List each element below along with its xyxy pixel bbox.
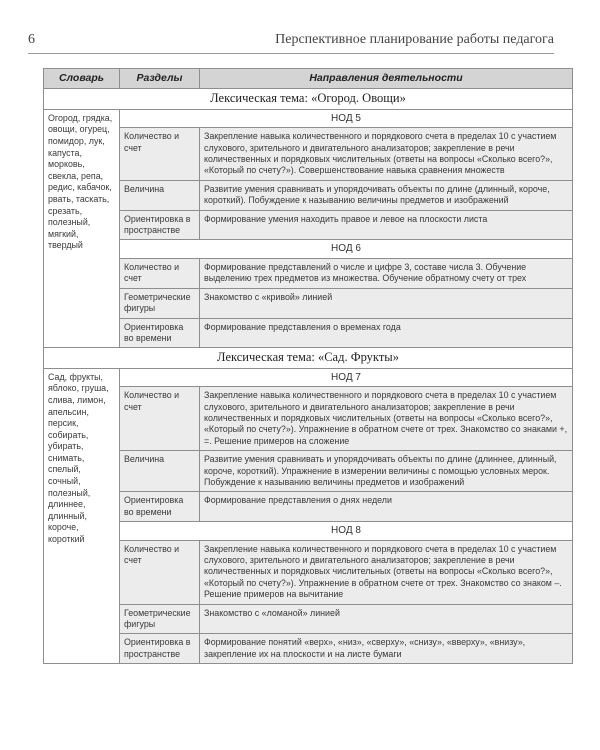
section-cell: Количество и счет	[120, 387, 200, 451]
section-cell: Количество и счет	[120, 540, 200, 604]
lesson-title-row	[44, 368, 573, 386]
activity-cell: Закрепление навыка количественного и порядкового счета в пределах 10 с участием слухового, зрительного и двигательного анализаторов; закрепление в речи количественных и порядковых числительных (ответы на вопросы «Сколько всего?», «Который по счету?»). Упражнение в обратном счете от трех. Знакомство со знаками +, =. Решение примеров на сложение	[200, 387, 573, 451]
section-cell: Ориентировка в пространстве	[120, 634, 200, 664]
section-cell: Количество и счет	[120, 128, 200, 181]
header-rule	[28, 53, 554, 54]
activity-cell: Знакомство с «ломаной» линией	[200, 604, 573, 634]
table-row	[44, 540, 573, 604]
table-row	[44, 128, 573, 181]
section-cell: Величина	[120, 180, 200, 210]
column-header-sections: Разделы	[120, 69, 200, 89]
section-cell: Ориентировка во времени	[120, 318, 200, 348]
table-row	[44, 318, 573, 348]
table-row	[44, 210, 573, 240]
table-row	[44, 492, 573, 522]
activity-cell: Знакомство с «кривой» линией	[200, 288, 573, 318]
planning-table	[43, 68, 573, 664]
activity-cell: Закрепление навыка количественного и порядкового счета в пределах 10 с участием слухового, зрительного и двигательного анализаторов; закрепление в речи количественных и порядковых числительных (ответы на вопросы «Сколько всего?», «Который по счету?»). Совершенствование навыка сравнения множеств	[200, 128, 573, 181]
table-row	[44, 634, 573, 664]
table-row	[44, 258, 573, 288]
table-row	[44, 451, 573, 492]
activity-cell: Формирование представления о временах года	[200, 318, 573, 348]
lesson-title: НОД 7	[120, 368, 573, 386]
lesson-title: НОД 8	[120, 522, 573, 540]
lexical-theme: Лексическая тема: «Огород. Овощи»	[44, 89, 573, 109]
table-header-row	[44, 69, 573, 89]
column-header-activities: Направления деятельности	[200, 69, 573, 89]
lexical-theme: Лексическая тема: «Сад. Фрукты»	[44, 348, 573, 368]
section-cell: Геометрические фигуры	[120, 288, 200, 318]
lesson-title-row	[44, 240, 573, 258]
running-title: Перспективное планирование работы педагога	[275, 32, 554, 47]
lesson-title: НОД 6	[120, 240, 573, 258]
section-cell: Величина	[120, 451, 200, 492]
theme-row	[44, 89, 573, 109]
activity-cell: Формирование представлений о числе и цифре 3, составе числа 3. Обучение выделению трех предметов из множества. Обучение обратному счету от трех	[200, 258, 573, 288]
theme-row	[44, 348, 573, 368]
section-cell: Количество и счет	[120, 258, 200, 288]
vocabulary-cell: Огород, грядка, овощи, огурец, помидор, лук, капуста, морковь, свекла, репа, редис, кабачок, рвать, таскать, срезать, полезный, мягкий, твердый	[44, 109, 120, 348]
section-cell: Ориентировка во времени	[120, 492, 200, 522]
lesson-title-row	[44, 109, 573, 127]
table-row	[44, 288, 573, 318]
lesson-title: НОД 5	[120, 109, 573, 127]
section-cell: Ориентировка в пространстве	[120, 210, 200, 240]
activity-cell: Формирование понятий «верх», «низ», «сверху», «снизу», «вверху», «внизу», закрепление их на плоскости и на листе бумаги	[200, 634, 573, 664]
activity-cell: Развитие умения сравнивать и упорядочивать объекты по длине (длинный, короче, короткий). Побуждение к называнию величины предметов и изображений	[200, 180, 573, 210]
activity-cell: Формирование умения находить правое и левое на плоскости листа	[200, 210, 573, 240]
table-row	[44, 387, 573, 451]
lesson-title-row	[44, 522, 573, 540]
column-header-vocabulary: Словарь	[44, 69, 120, 89]
vocabulary-cell: Сад, фрукты, яблоко, груша, слива, лимон, апельсин, персик, собирать, убирать, снимать, спелый, сочный, полезный, длиннее, длинный, короче, короткий	[44, 368, 120, 664]
activity-cell: Развитие умения сравнивать и упорядочивать объекты по длине (длиннее, длинный, короче, короткий). Упражнение в измерении величины с помощью условных мерок. Побуждение к называнию величины предметов и изображений	[200, 451, 573, 492]
activity-cell: Формирование представления о днях недели	[200, 492, 573, 522]
page-number: 6	[28, 32, 35, 47]
table-row	[44, 180, 573, 210]
table-row	[44, 604, 573, 634]
activity-cell: Закрепление навыка количественного и порядкового счета в пределах 10 с участием слухового, зрительного и двигательного анализаторов; закрепление в речи количественных и порядковых числительных (ответы на вопросы «Сколько всего?», «Который по счету?»). Упражнение в обратном счете от трех. Знакомство со знаком –. Решение примеров на вычитание	[200, 540, 573, 604]
section-cell: Геометрические фигуры	[120, 604, 200, 634]
